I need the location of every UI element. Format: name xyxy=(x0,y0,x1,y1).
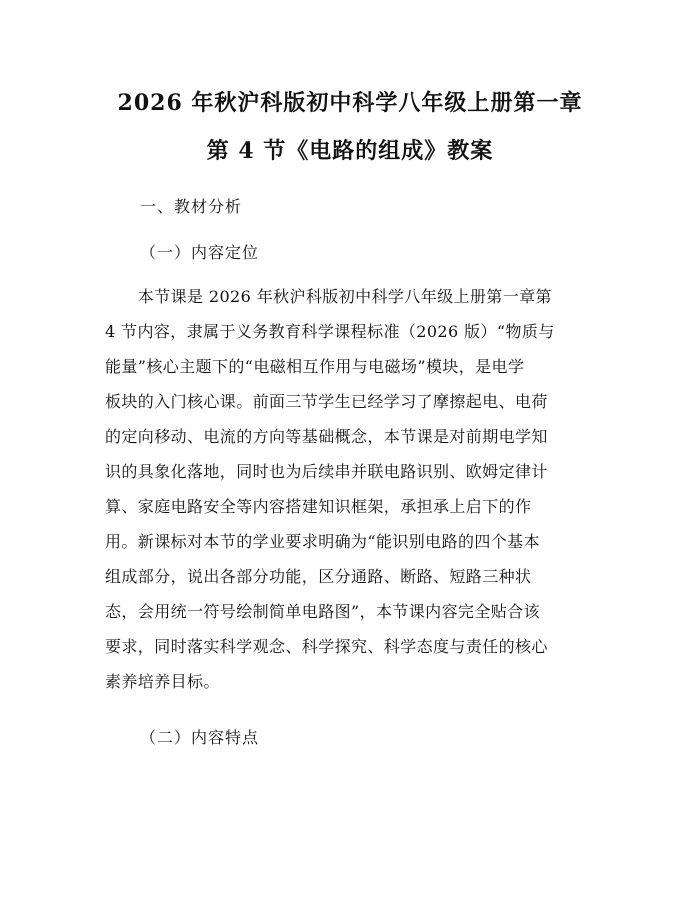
paragraph-line: 能量”核心主题下的“电磁相互作用与电磁场”模块，是电学 xyxy=(105,357,525,376)
document-title-line-1: 2026 年秋沪科版初中科学八年级上册第一章 xyxy=(117,90,583,116)
paragraph-line: 素养培养目标。 xyxy=(105,672,220,691)
subsection-heading-content-features: （二）内容特点 xyxy=(140,728,260,747)
paragraph-line: 4 节内容，隶属于义务教育科学课程标准（2026 版）“物质与 xyxy=(105,322,555,341)
paragraph-line: 识的具象化落地，同时也为后续串并联电路识别、欧姆定律计 xyxy=(105,462,548,481)
section-heading: 一、教材分析 xyxy=(140,197,243,216)
paragraph-line: 用。新课标对本节的学业要求明确为“能识别电路的四个基本 xyxy=(105,532,540,551)
paragraph-line: 组成部分，说出各部分功能，区分通路、断路、短路三种状 xyxy=(105,567,532,586)
paragraph-line: 的定向移动、电流的方向等基础概念，本节课是对前期电学知 xyxy=(105,427,548,446)
paragraph-line: 板块的入门核心课。前面三节学生已经学习了摩擦起电、电荷 xyxy=(105,392,548,411)
document-title-line-2: 第 4 节《电路的组成》教案 xyxy=(206,138,494,164)
paragraph-line: 态，会用统一符号绘制简单电路图”，本节课内容完全贴合该 xyxy=(105,602,540,621)
paragraph-line: 本节课是 2026 年秋沪科版初中科学八年级上册第一章第 xyxy=(105,287,552,306)
paragraph-line: 要求，同时落实科学观念、科学探究、科学态度与责任的核心 xyxy=(105,637,548,656)
subsection-heading-content-positioning: （一）内容定位 xyxy=(140,243,260,262)
paragraph-line: 算、家庭电路安全等内容搭建知识框架，承担承上启下的作 xyxy=(105,497,532,516)
